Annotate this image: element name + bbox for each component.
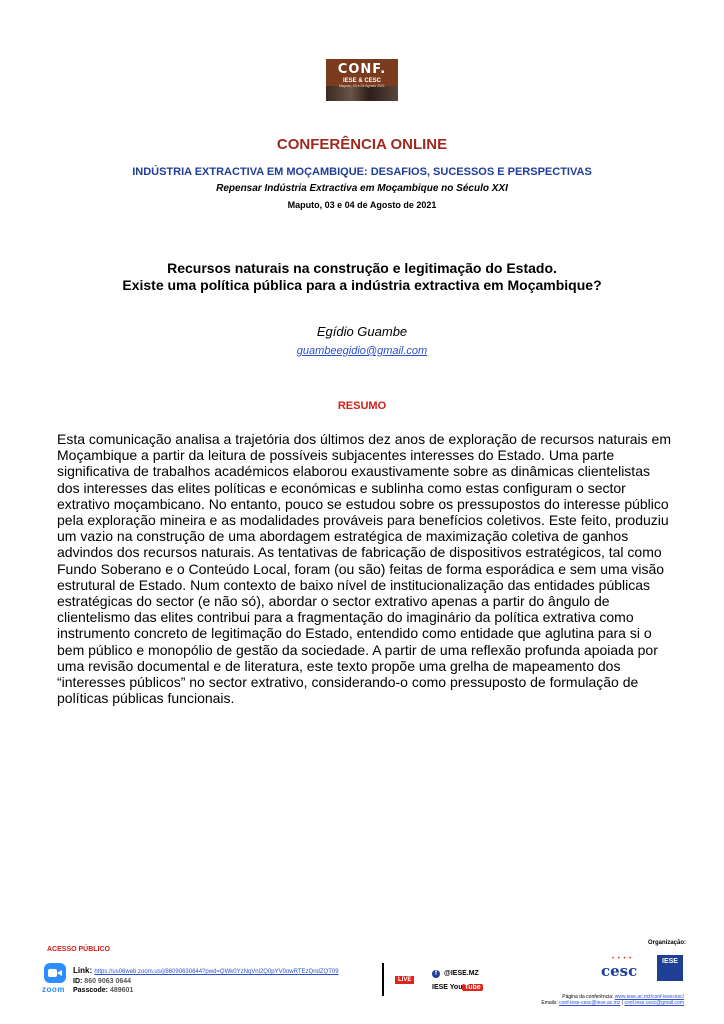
conference-place-date: Maputo, 03 e 04 de Agosto de 2021 [287, 200, 437, 210]
conference-page-link[interactable]: www.iese.ac.mz/conf-iesecesc/ [614, 994, 684, 1000]
conference-title: CONFERÊNCIA ONLINE [276, 136, 448, 153]
email-link-1[interactable]: conf-iese-cesc@iese.ac.mz [559, 1000, 621, 1006]
youtube-link[interactable] [432, 984, 483, 991]
conference-subtheme: Repensar Indústria Extractiva em Moçambique no Século XXI [216, 183, 508, 194]
zoom-link-url[interactable]: https://us06web.zoom.us/j/86090630644?pwd=QWk0YzNqVnl2Q0pYV0owRTEzQndZQT09 [94, 969, 339, 975]
paper-title [0, 260, 724, 294]
organizers-label: Organização: [648, 940, 687, 946]
zoom-id-label: ID: [73, 978, 83, 985]
paper-title-line2: Existe uma política pública para a indústria extractiva em Moçambique? [122, 277, 602, 293]
footer-divider [382, 963, 384, 996]
iese-logo [657, 955, 683, 981]
email-link-2[interactable]: conf.iese.cesc@gmail.com [624, 1000, 684, 1006]
zoom-camera-icon [44, 963, 66, 983]
abstract-text: Esta comunicação analisa a trajetória dos últimos dez anos de exploração de recursos naturais em Moçambique a partir da leitura de possíveis subjacentes interesses do Estado. Uma parte significativa de trabalhos académicos elaborou exaustivamente sobre as dinâmicas clientelistas dos interesses das elites políticas e económicas e sublinha como estas configuram o sector extrativo moçambicano. No entanto, pouco se estudou sobre os pressupostos do interesse público pela exploração mineira e as modalidades prováveis para benefícios coletivos. Este feito, produziu um vazio na construção de uma abordagem estratégica de maximização coletiva de ganhos advindos dos recursos naturais. As tentativas de fabricação de dispositivos estratégicos, tal como Fundo Soberano e o Conteúdo Local, foram (ou são) feitas de forma esporádica e sem uma visão estrutural de Estado. Num contexto de baixo nível de institucionalização das entidades públicas estratégicas do sector (e não só), abordar o sector extrativo apenas a partir do ângulo de clientelismo das elites contribui para a fragmentação do imaginário da política extrativa como instrumento concreto de legitimação do Estado, entendido como entidade que aglutina para si o bem público e monopólio de gestão da sociedade. A partir de uma reflexão profunda apoiada por uma revisão documental e de literatura, este texto propõe uma grelha de mapeamento dos “interesses públicos” no sector extrativo, considerando-o como pressuposto de formulação de políticas públicas funcionais. [57, 431, 671, 707]
zoom-id-value: 860 9063 0644 [84, 978, 132, 985]
zoom-passcode-row [73, 987, 133, 994]
zoom-passcode-label: Passcode: [73, 987, 109, 994]
zoom-id-row [73, 978, 131, 985]
zoom-passcode-value: 489601 [109, 987, 134, 994]
youtube-prefix: IESE You [432, 984, 463, 991]
logo-subtitle: IESE & CESC [342, 78, 381, 84]
author-email-link[interactable]: guambeegidio@gmail.com [296, 345, 428, 357]
abstract-heading: RESUMO [337, 400, 387, 412]
conference-theme: INDÚSTRIA EXTRACTIVA EM MOÇAMBIQUE: DESAFIOS, SUCESSOS E PERSPECTIVAS [132, 166, 592, 178]
facebook-icon: f [432, 970, 440, 978]
conference-page-label: Página da conferência: [562, 994, 614, 1000]
logo-title: CONF. [337, 62, 387, 77]
cesc-logo: cesc [601, 962, 638, 980]
paper-title-line1: Recursos naturais na construção e legitimação do Estado. [167, 260, 557, 276]
author-name: Egídio Guambe [316, 324, 408, 339]
public-access-label: ACESSO PÚBLICO [47, 946, 111, 953]
live-badge: LIVE [395, 976, 414, 984]
emails-row: Emails: conf-iese-cesc@iese.ac.mz | conf.iese.cesc@gmail.com [541, 1000, 684, 1006]
emails-label: Emails: [541, 1000, 558, 1006]
iese-logo-text: IESE [662, 958, 678, 965]
logo-photo [326, 86, 398, 101]
conference-logo [326, 59, 398, 101]
logo-dates: Maputo, 03 e 04 Agosto 2021 [339, 84, 385, 88]
youtube-icon: Tube [464, 984, 481, 991]
cesc-logo-dots: • • • • [612, 956, 633, 962]
facebook-handle[interactable]: @IESE.MZ [444, 970, 479, 977]
zoom-link-label: Link: [73, 966, 93, 975]
zoom-brand: zoom [42, 985, 65, 994]
zoom-link-row [73, 966, 339, 975]
